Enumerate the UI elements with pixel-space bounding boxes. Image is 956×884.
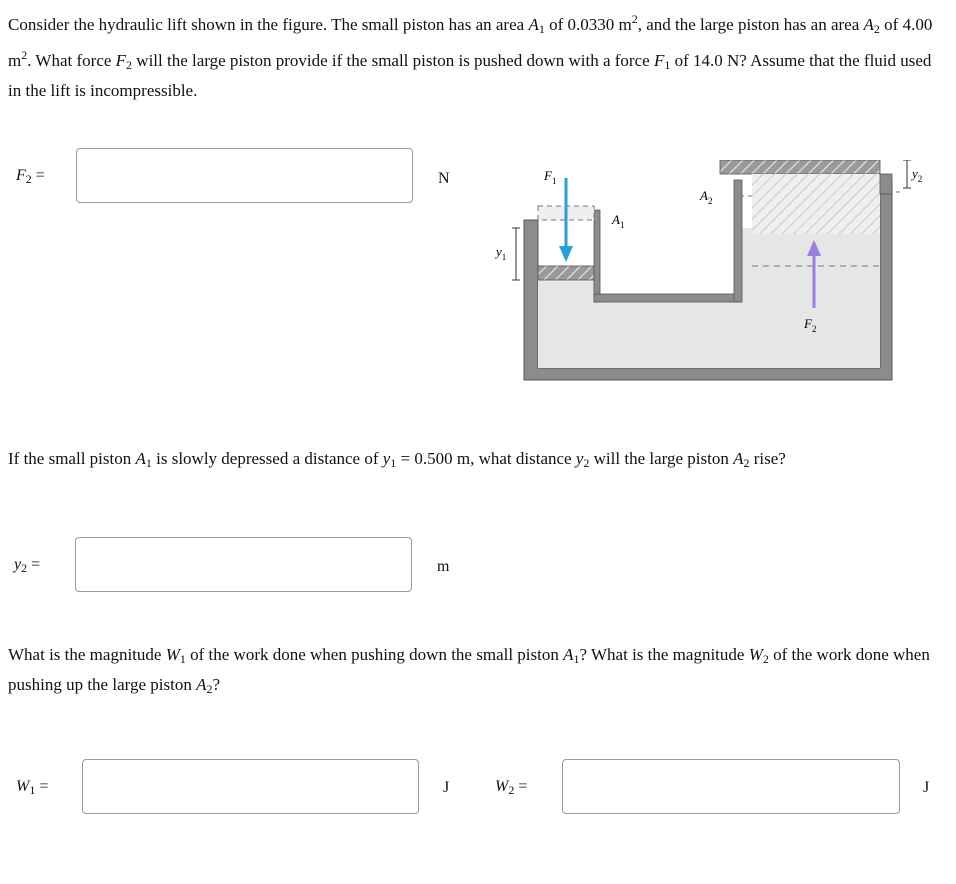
f2-label: $F_2$ =	[16, 167, 45, 186]
fig-label-y1: $y_1$	[496, 244, 507, 262]
fig-label-a1: $A_1$	[612, 212, 625, 230]
inner-wall	[594, 180, 752, 310]
w1-answer-input[interactable]	[82, 759, 419, 814]
arrow-down-icon	[559, 246, 573, 262]
w2-unit: J	[923, 779, 930, 796]
w1-unit: J	[443, 779, 450, 796]
w2-answer-input[interactable]	[562, 759, 900, 814]
w2-label: $W_2$ =	[495, 778, 528, 797]
fig-label-f1: $F_1$	[544, 168, 557, 186]
y2-label: $y_2$ =	[14, 556, 41, 575]
question-3-text: What is the magnitude $W_1$ of the work done when pushing down the small piston $A_1$? What is the magnitude $W_2$ of the work done when pushing up the large piston $A_2$?	[8, 645, 930, 696]
hydraulic-lift-figure	[482, 160, 922, 390]
y2-answer-input[interactable]	[75, 537, 412, 592]
small-piston	[538, 266, 594, 280]
f2-unit: N	[438, 170, 450, 187]
fig-label-y2: $y_2$	[912, 166, 922, 184]
fig-label-a2: $A_2$	[700, 188, 713, 206]
fig-label-f2: $F_2$	[804, 316, 817, 334]
large-piston	[720, 160, 880, 174]
y2-unit: m	[437, 558, 450, 575]
question-2-text: If the small piston $A_1$ is slowly depressed a distance of $y_1 = 0.500$ m, what distance $y_2$ will the large piston $A_2$ rise?	[8, 449, 786, 470]
question-1-text: Consider the hydraulic lift shown in the figure. The small piston has an area $A_1$ of 0.0330 $m^2$, and the large piston has an area $A_2$ of 4.00 $m^2$. What force $F_2$ will the large piston provide if the small piston is pushed down with a force $F_1$ of 14.0 N? Assume that the fluid used in the lift is incompressible.	[8, 12, 933, 100]
w1-label: $W_1$ =	[16, 778, 49, 797]
f2-answer-input[interactable]	[76, 148, 413, 203]
